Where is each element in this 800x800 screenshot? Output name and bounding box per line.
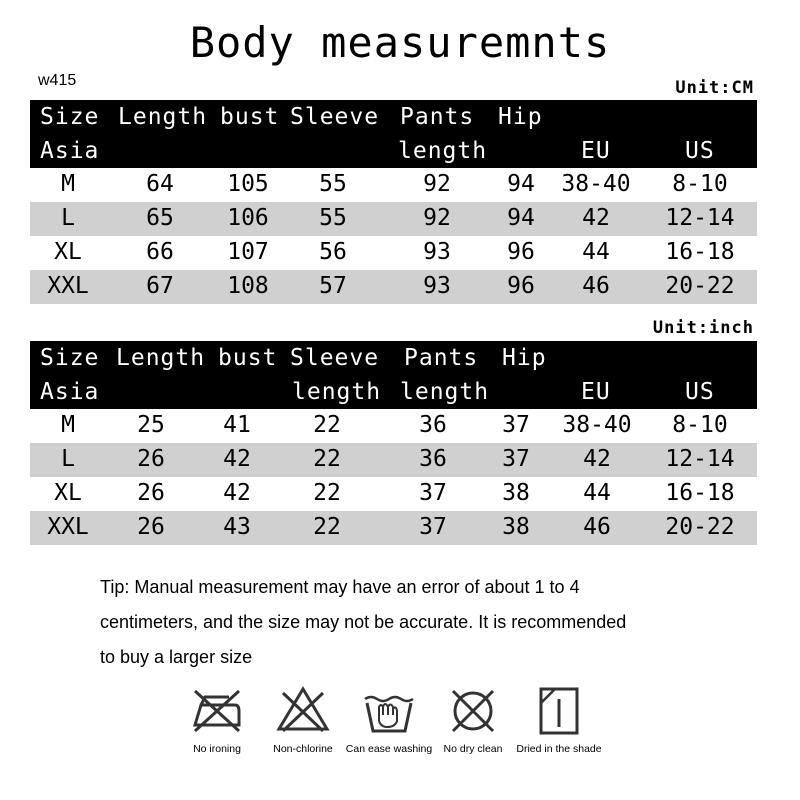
cell-eu: 42: [583, 446, 611, 472]
cell-eu: 44: [582, 239, 610, 265]
cell-sleeve: 55: [319, 205, 347, 231]
header-length: Length: [118, 104, 208, 130]
cell-length: 66: [146, 239, 174, 265]
cell-length: 26: [137, 480, 165, 506]
cell-sleeve: 22: [313, 446, 341, 472]
non-chlorine-icon: [275, 685, 331, 737]
cell-length: 67: [146, 273, 174, 299]
cell-hip: 94: [507, 205, 535, 231]
table-row: [30, 202, 757, 236]
page-title: Body measuremnts: [189, 18, 611, 67]
cell-length: 65: [146, 205, 174, 231]
table-row: [30, 236, 757, 270]
cell-bust: 107: [227, 239, 269, 265]
cell-length: 64: [146, 171, 174, 197]
cell-size: M: [61, 412, 75, 438]
tip-line: to buy a larger size: [100, 647, 253, 667]
cell-length: 25: [137, 412, 165, 438]
table-header: [30, 100, 757, 168]
cell-bust: 42: [223, 446, 251, 472]
cell-size: XXL: [47, 514, 89, 540]
cell-eu: 46: [582, 273, 610, 299]
header-length: Length: [116, 345, 206, 371]
header-hip: Hip: [502, 345, 547, 371]
care-label: Non-chlorine: [273, 743, 333, 755]
cell-hip: 96: [507, 239, 535, 265]
no-dry-clean-icon: [445, 685, 501, 737]
cell-pants: 93: [423, 239, 451, 265]
cell-hip: 38: [502, 514, 530, 540]
header-us: US: [685, 138, 715, 164]
cell-bust: 41: [223, 412, 251, 438]
header-sleeve: Sleeve: [290, 345, 380, 371]
cell-bust: 106: [227, 205, 269, 231]
cell-bust: 108: [227, 273, 269, 299]
cell-length: 26: [137, 446, 165, 472]
cell-pants: 93: [423, 273, 451, 299]
tip-text: [100, 570, 720, 675]
cell-hip: 37: [502, 412, 530, 438]
cell-us: 12-14: [665, 205, 735, 231]
header-pants: Pants: [404, 345, 479, 371]
size-table-cm: [30, 100, 757, 304]
table-row: [30, 511, 757, 545]
cell-pants: 36: [419, 446, 447, 472]
header-sleeve: Sleeve: [290, 104, 380, 130]
table-row: [30, 409, 757, 443]
cell-hip: 94: [507, 171, 535, 197]
care-label: No dry clean: [443, 743, 503, 755]
shade-dry-icon: [531, 685, 587, 737]
table-row: [30, 168, 757, 202]
cell-pants: 36: [419, 412, 447, 438]
cell-length: 26: [137, 514, 165, 540]
header-pants-length: length: [398, 138, 488, 164]
cell-sleeve: 57: [319, 273, 347, 299]
cell-hip: 96: [507, 273, 535, 299]
cell-size: M: [61, 171, 75, 197]
cell-pants: 92: [423, 171, 451, 197]
header-size: Size: [40, 104, 100, 130]
table-row: [30, 477, 757, 511]
hand-wash-icon: [361, 685, 417, 737]
cell-pants: 37: [419, 480, 447, 506]
unit-cm-label: Unit:CM: [675, 78, 754, 98]
cell-sleeve: 22: [313, 480, 341, 506]
table-row: [30, 443, 757, 477]
cell-us: 20-22: [665, 514, 735, 540]
care-item-shade-dry: [504, 685, 614, 755]
no-ironing-icon: [189, 685, 245, 737]
cell-us: 16-18: [665, 480, 735, 506]
product-code: w415: [38, 72, 77, 89]
cell-size: L: [61, 446, 75, 472]
cell-us: 20-22: [665, 273, 735, 299]
cell-us: 12-14: [665, 446, 735, 472]
cell-us: 8-10: [672, 171, 728, 197]
cell-sleeve: 55: [319, 171, 347, 197]
size-table-inch: [30, 341, 757, 545]
cell-pants: 37: [419, 514, 447, 540]
cell-sleeve: 56: [319, 239, 347, 265]
cell-size: XXL: [47, 273, 89, 299]
header-size: Size: [40, 345, 100, 371]
header-bust: bust: [220, 104, 280, 130]
cell-bust: 43: [223, 514, 251, 540]
tip-line: centimeters, and the size may not be accurate. It is recommended: [100, 612, 627, 632]
tip-line: Tip: Manual measurement may have an error of about 1 to 4: [100, 577, 580, 597]
header-asia: Asia: [40, 138, 100, 164]
care-label: Can ease washing: [345, 743, 433, 755]
cell-size: XL: [54, 239, 82, 265]
header-asia: Asia: [40, 379, 100, 405]
unit-inch-label: Unit:inch: [652, 318, 754, 338]
header-pants-length: length: [400, 379, 490, 405]
cell-size: L: [61, 205, 75, 231]
cell-us: 8-10: [672, 412, 728, 438]
header-us: US: [685, 379, 715, 405]
cell-us: 16-18: [665, 239, 735, 265]
header-eu: EU: [581, 138, 611, 164]
cell-bust: 42: [223, 480, 251, 506]
header-hip: Hip: [498, 104, 543, 130]
cell-pants: 92: [423, 205, 451, 231]
cell-eu: 38-40: [561, 171, 631, 197]
cell-sleeve: 22: [313, 514, 341, 540]
cell-size: XL: [54, 480, 82, 506]
care-label: No ironing: [193, 743, 241, 755]
header-pants: Pants: [400, 104, 475, 130]
cell-eu: 46: [583, 514, 611, 540]
cell-sleeve: 22: [313, 412, 341, 438]
header-bust: bust: [218, 345, 278, 371]
cell-eu: 42: [582, 205, 610, 231]
cell-eu: 44: [583, 480, 611, 506]
care-label: Dried in the shade: [516, 743, 602, 755]
cell-hip: 38: [502, 480, 530, 506]
header-eu: EU: [581, 379, 611, 405]
table-header: [30, 341, 757, 409]
cell-hip: 37: [502, 446, 530, 472]
header-sleeve-length: length: [292, 379, 382, 405]
cell-eu: 38-40: [562, 412, 632, 438]
cell-bust: 105: [227, 171, 269, 197]
table-row: [30, 270, 757, 304]
